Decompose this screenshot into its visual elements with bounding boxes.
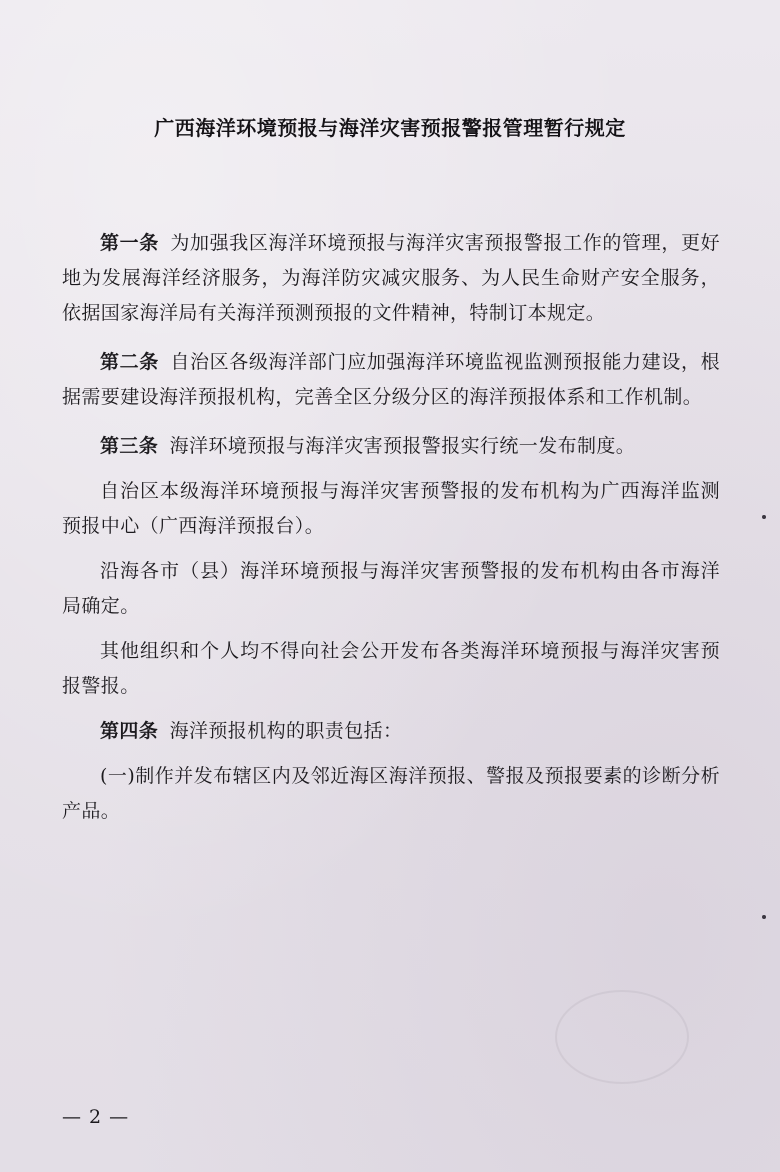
paragraph-text: 海洋环境预报与海洋灾害预报警报实行统一发布制度。	[169, 435, 636, 457]
article-label: 第一条	[100, 232, 159, 254]
paragraph-article-4	[62, 714, 720, 749]
paragraph-article-1	[62, 226, 720, 331]
paragraph-publisher-cities	[62, 554, 720, 624]
paragraph-text: 自治区各级海洋部门应加强海洋环境监视监测预报能力建设，根据需要建设海洋预报机构，完善全区分级分区的海洋预报体系和工作机制。	[62, 351, 720, 408]
paragraph-text: 其他组织和个人均不得向社会公开发布各类海洋环境预报与海洋灾害预报警报。	[62, 640, 720, 697]
paragraph-text: 为加强我区海洋环境预报与海洋灾害预报警报工作的管理，更好地为发展海洋经济服务，为海洋防灾减灾服务、为人民生命财产安全服务，依据国家海洋局有关海洋预测预报的文件精神，特制订本规定。	[62, 232, 720, 324]
page-number: — 2 —	[62, 1106, 130, 1128]
paragraph-text: 沿海各市（县）海洋环境预报与海洋灾害预警报的发布机构由各市海洋局确定。	[62, 560, 720, 617]
speck-mark	[762, 915, 766, 919]
document-body	[62, 226, 720, 829]
article-label: 第四条	[100, 720, 159, 742]
document-title: 广西海洋环境预报与海洋灾害预报警报管理暂行规定	[154, 116, 626, 140]
paragraph-article-2	[62, 345, 720, 415]
article-label: 第三条	[100, 435, 159, 457]
paragraph-text: 自治区本级海洋环境预报与海洋灾害预警报的发布机构为广西海洋监测预报中心（广西海洋预报台）。	[62, 480, 720, 537]
paragraph-article-3	[62, 429, 720, 464]
paragraph-prohibition	[62, 634, 720, 704]
paragraph-text: 海洋预报机构的职责包括：	[169, 720, 403, 742]
paragraph-duty-1	[62, 759, 720, 829]
paragraph-publisher-region	[62, 474, 720, 544]
faint-seal-mark	[555, 990, 689, 1084]
article-label: 第二条	[100, 351, 159, 373]
speck-mark	[762, 515, 766, 519]
paragraph-text: (一)制作并发布辖区内及邻近海区海洋预报、警报及预报要素的诊断分析产品。	[62, 765, 720, 822]
